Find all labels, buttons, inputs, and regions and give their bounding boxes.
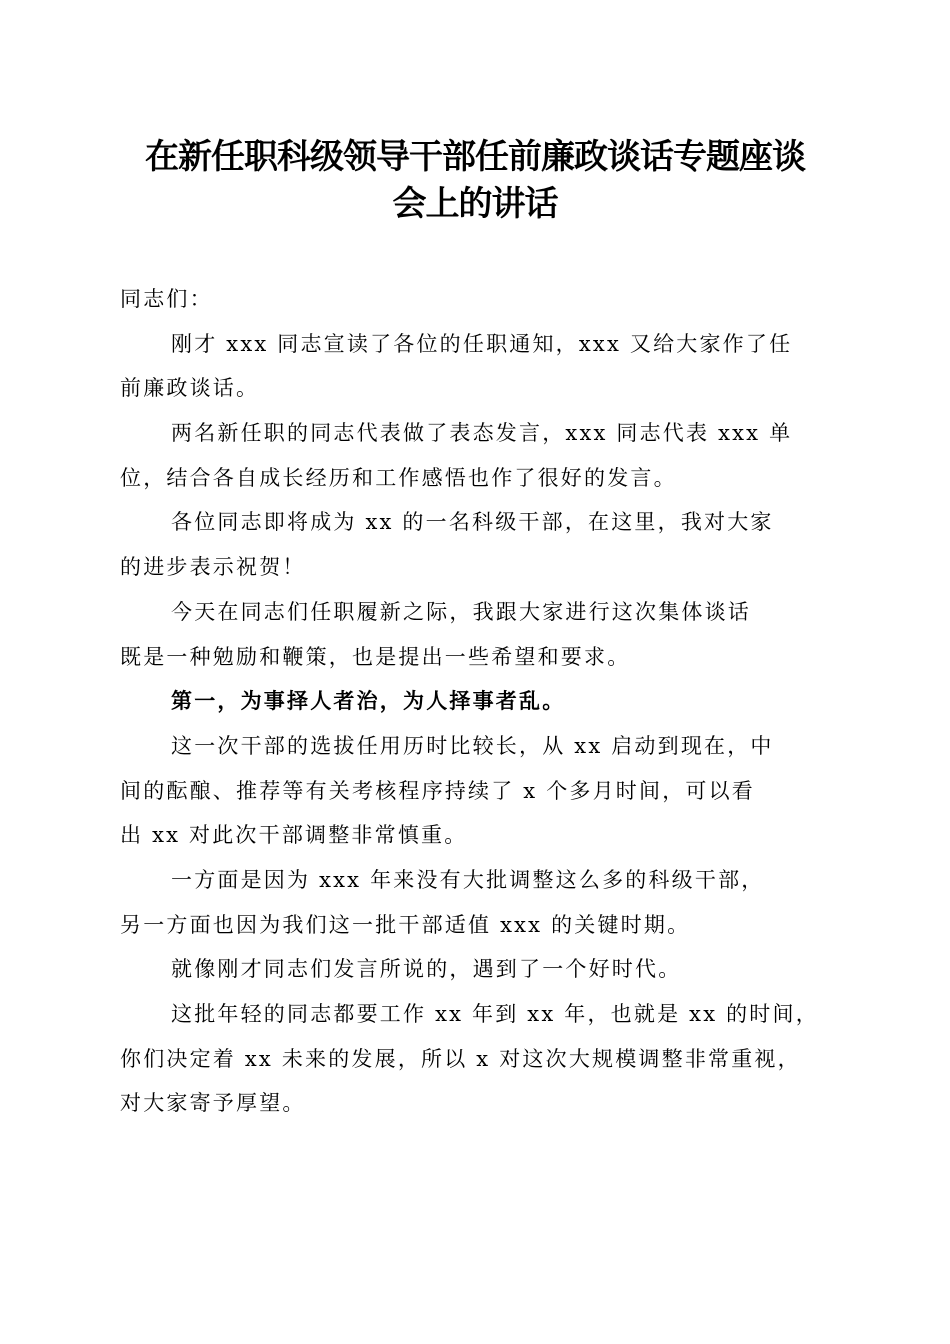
paragraph-line: 间的酝酿、推荐等有关考核程序持续了 x 个多月时间，可以看	[120, 778, 755, 803]
paragraph-line: 刚才 xxx 同志宣读了各位的任职通知，xxx 又给大家作了任	[171, 331, 793, 356]
paragraph-line: 另一方面也因为我们这一批干部适值 xxx 的关键时期。	[120, 912, 691, 937]
paragraph-4	[120, 590, 840, 679]
paragraph-line: 位，结合各自成长经历和工作感悟也作了很好的发言。	[120, 465, 677, 490]
paragraph-2	[120, 411, 840, 500]
paragraph-8	[120, 992, 840, 1126]
paragraph-3	[120, 500, 840, 589]
paragraph-5	[120, 724, 840, 858]
paragraph-line: 的进步表示祝贺！	[120, 555, 306, 580]
paragraph-line: 今天在同志们任职履新之际，我跟大家进行这次集体谈话	[171, 599, 751, 624]
paragraph-line: 这一次干部的选拔任用历时比较长，从 xx 启动到现在，中	[171, 733, 774, 758]
document-title	[100, 134, 850, 228]
paragraph-line: 你们决定着 xx 未来的发展，所以 x 对这次大规模调整非常重视，	[120, 1046, 801, 1071]
paragraph-line: 各位同志即将成为 xx 的一名科级干部，在这里，我对大家	[171, 510, 774, 535]
title-line-2: 会上的讲话	[392, 184, 558, 224]
section-heading-1	[120, 679, 840, 724]
paragraph-line: 两名新任职的同志代表做了表态发言，xxx 同志代表 xxx 单	[171, 421, 793, 446]
section-heading-text: 第一，为事择人者治，为人择事者乱。	[171, 688, 566, 714]
paragraph-line: 出 xx 对此次干部调整非常慎重。	[120, 823, 468, 848]
title-line-1: 在新任职科级领导干部任前廉政谈话专题座谈	[145, 137, 805, 177]
paragraph-6	[120, 858, 840, 947]
salutation: 同志们：	[120, 287, 213, 311]
paragraph-1	[120, 322, 840, 411]
paragraph-line: 对大家寄予厚望。	[120, 1091, 306, 1116]
paragraph-line: 一方面是因为 xxx 年来没有大批调整这么多的科级干部，	[171, 867, 765, 892]
document-body	[120, 277, 840, 1126]
paragraph-line: 前廉政谈话。	[120, 376, 260, 401]
paragraph-line: 就像刚才同志们发言所说的，遇到了一个好时代。	[171, 957, 682, 982]
paragraph-7	[120, 947, 840, 992]
paragraph-line: 这批年轻的同志都要工作 xx 年到 xx 年，也就是 xx 的时间，	[171, 1002, 819, 1026]
paragraph-line: 既是一种勉励和鞭策，也是提出一些希望和要求。	[120, 644, 631, 669]
